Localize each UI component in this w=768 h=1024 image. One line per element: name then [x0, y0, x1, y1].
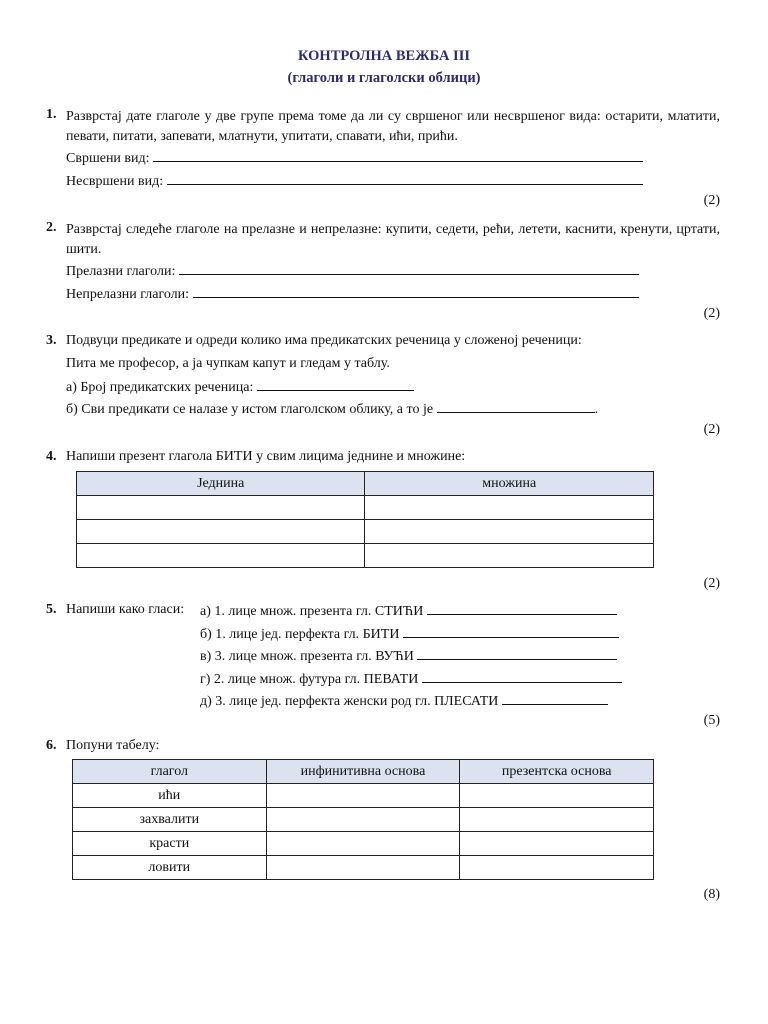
q6-verb-cell: ловити: [73, 856, 267, 880]
q5-answer-line-c[interactable]: [417, 647, 617, 660]
q6-cell[interactable]: [266, 784, 460, 808]
q4-header-plural: множина: [365, 472, 654, 496]
q3-item-b: [66, 400, 598, 418]
q4-table: [76, 471, 654, 568]
q4-cell[interactable]: [365, 544, 654, 568]
q1-answer-a: [66, 149, 643, 167]
q4-number: 4.: [46, 449, 57, 464]
q6-verb-cell: красти: [73, 832, 267, 856]
q3-item-b-label: б) Сви предикати се налазе у истом глаголском облику, а то је: [66, 402, 434, 417]
q1-label-a: Свршени вид:: [66, 151, 150, 166]
q6-cell[interactable]: [266, 856, 460, 880]
q5-points: (5): [703, 713, 720, 728]
q5-answer-line-b[interactable]: [403, 625, 619, 638]
q4-header-singular: Једнина: [77, 472, 365, 496]
q4-cell[interactable]: [365, 520, 654, 544]
q3-text: Подвуци предикате и одреди колико има предикатских реченица у сложеној реченици:: [66, 333, 582, 348]
q6-text: Попуни табелу:: [66, 738, 160, 753]
q2-answer-line-a[interactable]: [179, 262, 639, 275]
q1-number: 1.: [46, 107, 57, 122]
q2-answer-b: [66, 285, 639, 303]
q2-answer-line-b[interactable]: [193, 285, 639, 298]
page-title: КОНТРОЛНА ВЕЖБА III: [298, 48, 470, 64]
q4-cell[interactable]: [77, 496, 365, 520]
q5-number: 5.: [46, 602, 57, 617]
q4-points: (2): [703, 576, 720, 591]
q3-item-a: [66, 378, 414, 396]
q5-answer-line-d[interactable]: [422, 670, 622, 683]
q6-number: 6.: [46, 738, 57, 753]
q3-answer-line-a[interactable]: [257, 378, 414, 391]
q5-item-e: [200, 692, 608, 710]
q5-item-a-label: а) 1. лице множ. презента гл. СТИЋИ: [200, 604, 424, 619]
q2-answer-a: [66, 262, 639, 280]
q6-cell[interactable]: [460, 784, 654, 808]
q4-cell[interactable]: [77, 520, 365, 544]
q2-points: (2): [703, 306, 720, 321]
q1-answer-line-a[interactable]: [153, 149, 643, 162]
q5-item-c-label: в) 3. лице множ. презента гл. ВУЋИ: [200, 649, 414, 664]
q1-answer-line-b[interactable]: [167, 172, 643, 185]
q6-header-verb: глагол: [73, 760, 267, 784]
page-subtitle: (глаголи и глаголски облици): [287, 70, 481, 86]
q6-cell[interactable]: [460, 832, 654, 856]
q2-number: 2.: [46, 220, 57, 235]
q6-cell[interactable]: [460, 856, 654, 880]
q5-item-c: [200, 647, 617, 665]
q3-points: (2): [703, 422, 720, 437]
q6-header-present-stem: презентска основа: [460, 760, 654, 784]
q6-cell[interactable]: [460, 808, 654, 832]
q6-cell[interactable]: [266, 808, 460, 832]
q5-answer-line-a[interactable]: [427, 602, 617, 615]
q5-item-d-label: г) 2. лице множ. футура гл. ПЕВАТИ: [200, 672, 419, 687]
q5-item-d: [200, 670, 622, 688]
q5-intro: Напиши како гласи:: [66, 602, 185, 617]
q4-text: Напиши презент глагола БИТИ у свим лицима једнине и множине:: [66, 449, 466, 464]
q3-item-b-end: .: [594, 402, 599, 417]
q2-text: Разврстај следеће глаголе на прелазне и непрелазне: купити, седети, рећи, летети, каснити, кренути, цртати, шити.: [66, 222, 720, 257]
q4-cell[interactable]: [77, 544, 365, 568]
q1-label-b: Несвршени вид:: [66, 174, 164, 189]
q6-header-infinitive-stem: инфинитивна основа: [266, 760, 460, 784]
q1-text: Разврстај дате глаголе у две групе према томе да ли су свршеног или несвршеног вида: остарити, млатити, певати, питати, запевати, млатнути, упитати, спавати, ићи, прићи.: [66, 109, 720, 144]
q2-label-b: Непрелазни глаголи:: [66, 287, 190, 302]
q5-item-b-label: б) 1. лице јед. перфекта гл. БИТИ: [200, 627, 400, 642]
q4-cell[interactable]: [365, 496, 654, 520]
q5-item-a: [200, 602, 617, 620]
q5-answer-line-e[interactable]: [502, 692, 608, 705]
q6-verb-cell: ићи: [73, 784, 267, 808]
q6-points: (8): [703, 887, 720, 902]
q3-item-a-label: а) Број предикатских реченица:: [66, 380, 254, 395]
q1-answer-b: [66, 172, 643, 190]
q2-label-a: Прелазни глаголи:: [66, 264, 176, 279]
q6-table: [72, 759, 654, 880]
q1-points: (2): [703, 193, 720, 208]
q6-cell[interactable]: [266, 832, 460, 856]
q3-sentence: Пита ме професор, а ја чупкам капут и гледам у таблу.: [66, 356, 390, 371]
q6-verb-cell: захвалити: [73, 808, 267, 832]
q3-answer-line-b[interactable]: [437, 400, 595, 413]
q5-item-b: [200, 625, 619, 643]
q3-number: 3.: [46, 333, 57, 348]
q5-item-e-label: д) 3. лице јед. перфекта женски род гл. ПЛЕСАТИ: [200, 694, 499, 709]
